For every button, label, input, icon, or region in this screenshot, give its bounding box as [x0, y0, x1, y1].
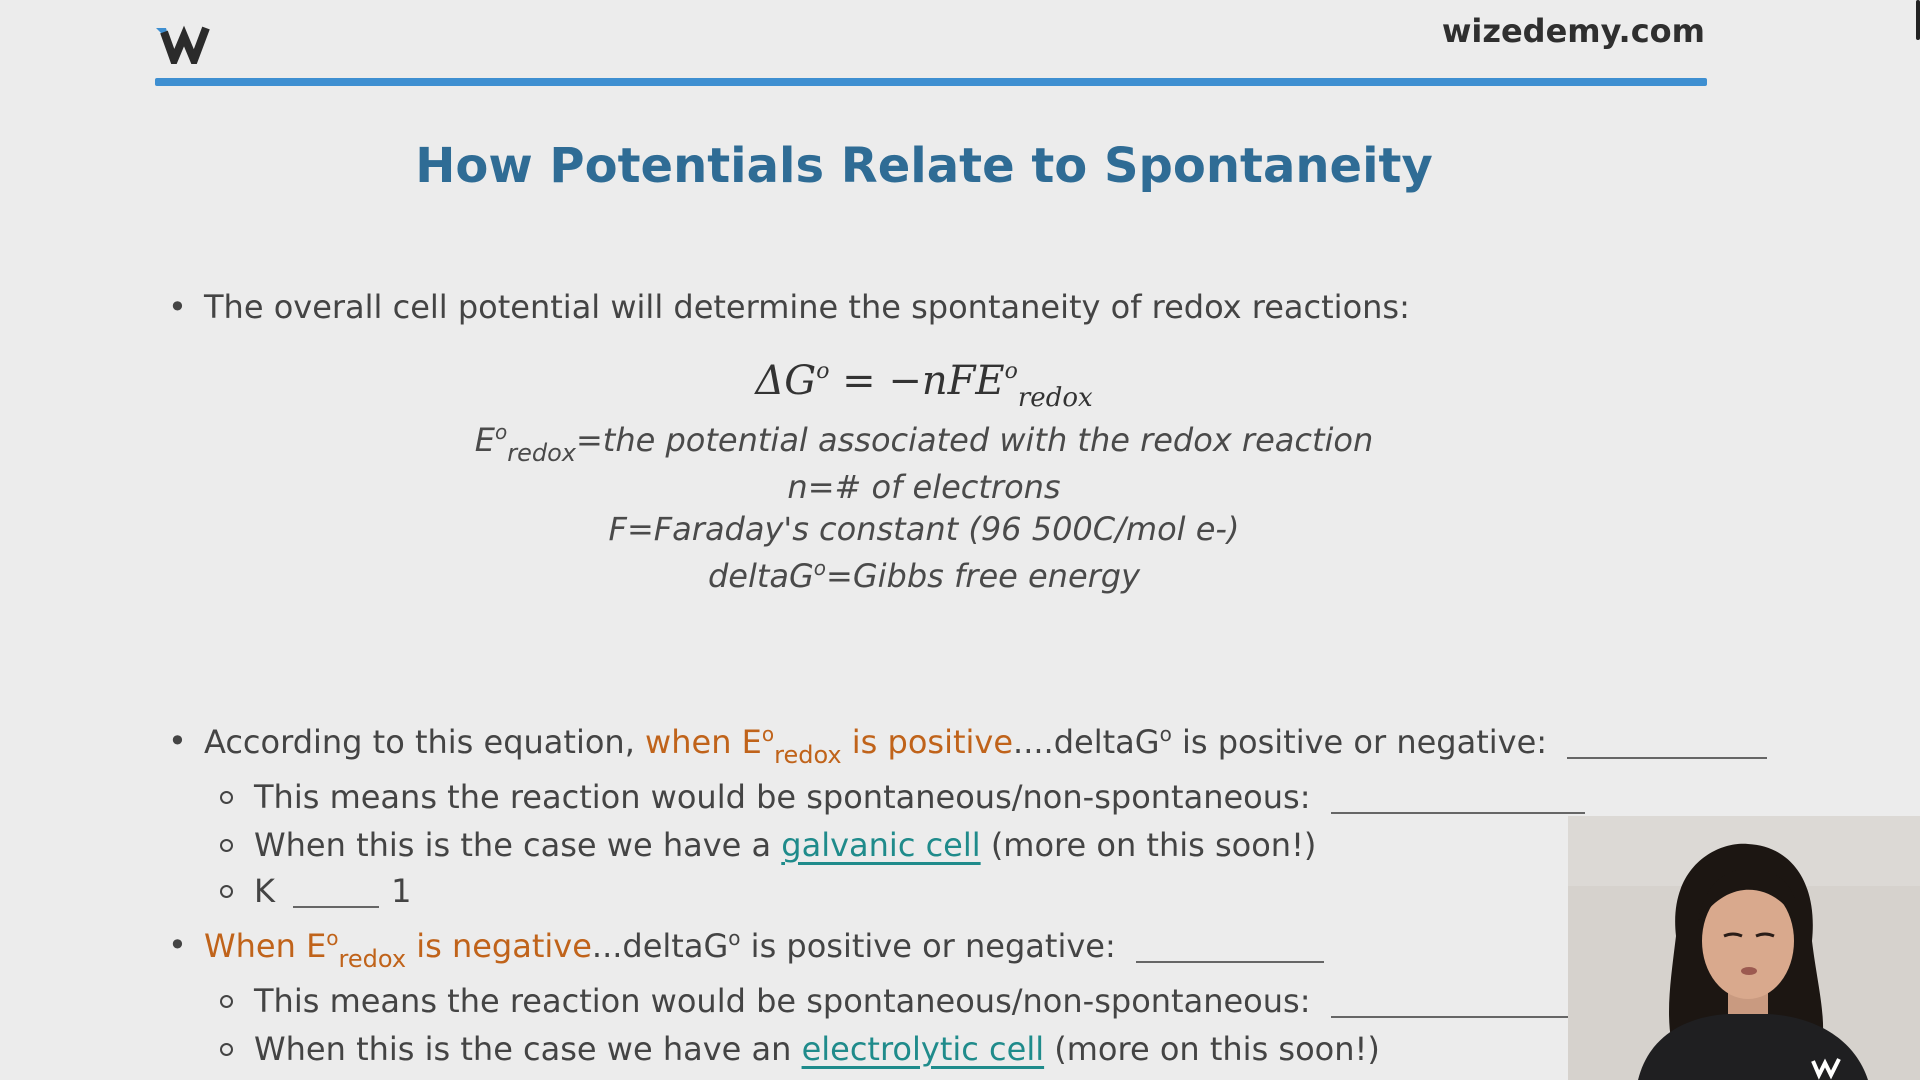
- sub-bullet: [220, 791, 233, 804]
- answer-blank[interactable]: [1567, 725, 1767, 759]
- electrolytic-cell-link[interactable]: electrolytic cell: [801, 1030, 1045, 1068]
- slide-title: How Potentials Relate to Spontaneity: [415, 138, 1433, 194]
- answer-blank[interactable]: [293, 874, 379, 908]
- header-divider: [155, 78, 1707, 86]
- sub-galvanic: When this is the case we have a galvanic cell (more on this soon!): [254, 826, 1316, 864]
- definition-f: F=Faraday's constant (96 500C/mol e-): [608, 510, 1240, 548]
- sub-bullet: [220, 839, 233, 852]
- sub-bullet: [220, 885, 233, 898]
- wizedemy-logo-icon[interactable]: [154, 24, 210, 64]
- definition-e-redox: $E^o_{redox}=the$ potential associated with the redox reaction: [474, 420, 1374, 467]
- sub-bullet: [220, 995, 233, 1008]
- instructor-video-frame: [1568, 816, 1920, 1080]
- definition-delta-g: deltaG$^o$=Gibbs free energy: [707, 556, 1141, 595]
- gibbs-equation: $\Delta G^o = -nFE^o_{redox}$: [755, 358, 1093, 413]
- answer-blank[interactable]: [1136, 929, 1324, 963]
- bullet-dot: •: [168, 926, 187, 964]
- bullet-dot: •: [168, 288, 187, 326]
- bullet-overall-potential: • The overall cell potential will determine the spontaneity of redox reactions:: [168, 288, 1410, 326]
- sub-bullet: [220, 1043, 233, 1056]
- bullet-dot: •: [168, 722, 187, 760]
- definition-n: n=# of electrons: [787, 468, 1061, 506]
- sub-electrolytic: When this is the case we have an electrolytic cell (more on this soon!): [254, 1030, 1380, 1068]
- answer-blank[interactable]: [1331, 780, 1585, 814]
- site-name[interactable]: wizedemy.com: [1441, 12, 1705, 50]
- bullet-positive-case: • According to this equation, when $E^o_{redox}$ is positive....deltaG$^o$ is positive or negative:: [204, 722, 1767, 769]
- sub-spontaneous-positive: This means the reaction would be spontaneous/non-spontaneous:: [254, 778, 1585, 816]
- bullet-negative-case: • When $E^o_{redox}$ is negative...deltaG$^o$ is positive or negative:: [204, 926, 1324, 973]
- galvanic-cell-link[interactable]: galvanic cell: [781, 826, 981, 864]
- sub-k-value: K 1: [254, 872, 412, 910]
- screen-edge-marker: [1916, 0, 1920, 40]
- instructor-webcam: [1568, 816, 1920, 1080]
- sub-spontaneous-negative: This means the reaction would be spontaneous/non-spontaneous:: [254, 982, 1661, 1020]
